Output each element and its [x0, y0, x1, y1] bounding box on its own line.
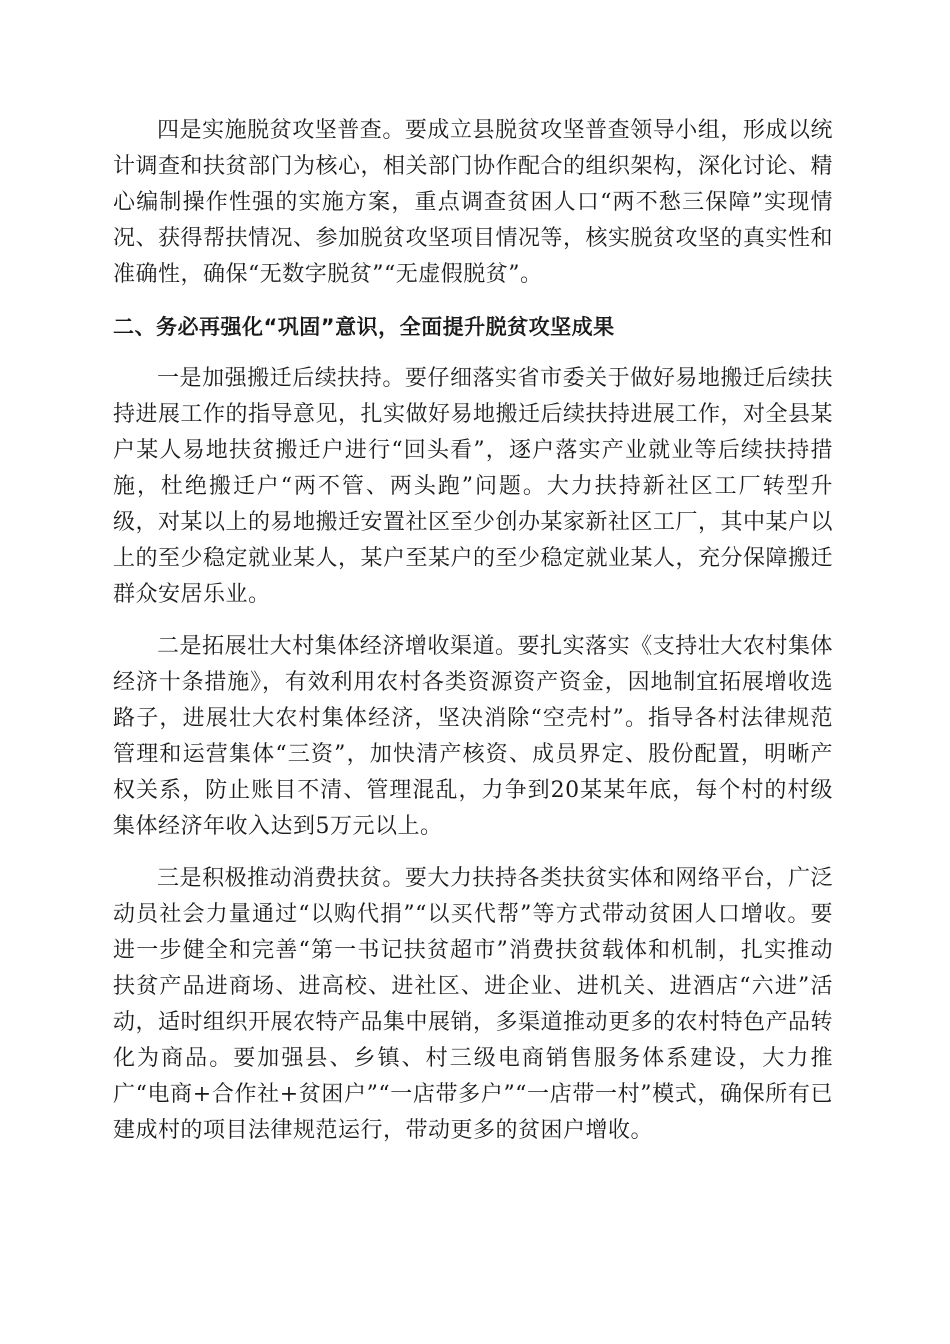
- paragraph-census: 四是实施脱贫攻坚普查。要成立县脱贫攻坚普查领导小组，形成以统计调查和扶贫部门为核心，相关部门协作配合的组织架构，深化讨论、精心编制操作性强的实施方案，重点调查贫困人口“两不愁三保障”实现情况、获得帮扶情况、参加脱贫攻坚项目情况等，核实脱贫攻坚的真实性和准确性，确保“无数字脱贫”“无虚假脱贫”。: [113, 118, 834, 287]
- paragraph-relocation-support: 一是加强搬迁后续扶持。要仔细落实省市委关于做好易地搬迁后续扶持进展工作的指导意见，扎实做好易地搬迁后续扶持进展工作，对全县某户某人易地扶贫搬迁户进行“回头看”，逐户落实产业就业等后续扶持措施，杜绝搬迁户“两不管、两头跑”问题。大力扶持新社区工厂转型升级，对某以上的易地搬迁安置社区至少创办某家新社区工厂，其中某户以上的至少稳定就业某人，某户至某户的至少稳定就业某人，充分保障搬迁群众安居乐业。: [113, 366, 834, 607]
- paragraph-consumption-poverty-alleviation: 三是积极推动消费扶贫。要大力扶持各类扶贫实体和网络平台，广泛动员社会力量通过“以购代捐”“以买代帮”等方式带动贫困人口增收。要进一步健全和完善“第一书记扶贫超市”消费扶贫载体和机制，扎实推动扶贫产品进商场、进高校、进社区、进企业、进机关、进酒店“六进”活动，适时组织开展农特产品集中展销，多渠道推动更多的农村特色产品转化为商品。要加强县、乡镇、村三级电商销售服务体系建设，大力推广“电商+合作社+贫困户”“一店带多户”“一店带一村”模式，确保所有已建成村的项目法律规范运行，带动更多的贫困户增收。: [113, 866, 834, 1143]
- paragraph-collective-economy: 二是拓展壮大村集体经济增收渠道。要扎实落实《支持壮大农村集体经济十条措施》，有效利用农村各类资源资产资金，因地制宜拓展增收选路子，进展壮大农村集体经济，坚决消除“空壳村”。指导各村法律规范管理和运营集体“三资”，加快清产核资、成员界定、股份配置，明晰产权关系，防止账目不清、管理混乱，力争到20某某年底，每个村的村级集体经济年收入达到5万元以上。: [113, 634, 833, 839]
- document-body: [113, 113, 833, 1165]
- section-heading: 二、务必再强化“巩固”意识，全面提升脱贫攻坚成果: [113, 315, 615, 339]
